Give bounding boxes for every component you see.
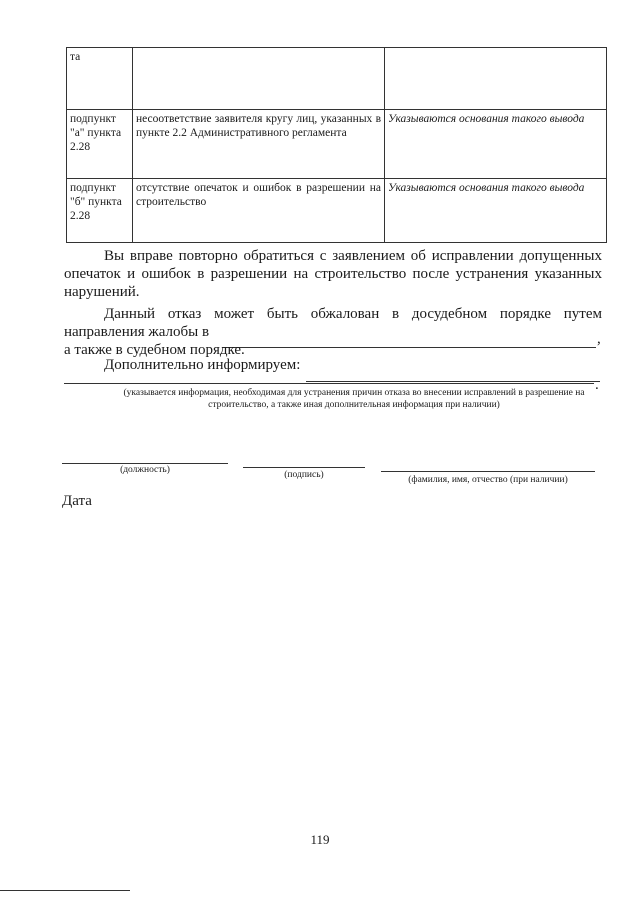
- appeal-comma: ,: [597, 331, 601, 347]
- additional-info-hint: (указывается информация, необходимая для устранения причин отказа во внесении исправлений в разрешение на строительство, а также иная дополнительная информация при наличии): [123, 388, 585, 410]
- footnote-separator: [0, 890, 130, 891]
- position-line: [62, 461, 228, 464]
- explanation-cell: [385, 48, 607, 110]
- signature-line: [243, 465, 365, 468]
- table-row: [67, 179, 607, 243]
- name-line: [381, 469, 595, 472]
- ground-cell: та: [67, 48, 133, 110]
- table-row: [67, 48, 607, 110]
- ground-cell: подпункт "а" пункта 2.28: [67, 110, 133, 179]
- explanation-cell: Указываются основания такого вывода: [385, 179, 607, 243]
- reason-cell: несоответствие заявителя кругу лиц, указанных в пункте 2.2 Административного регламента: [133, 110, 385, 179]
- reason-cell: [133, 48, 385, 110]
- refusal-grounds-table: [66, 47, 607, 243]
- signature-caption: (подпись): [284, 470, 324, 480]
- date-label: Дата: [62, 493, 92, 509]
- court-appeal-text: а также в судебном порядке.: [64, 342, 245, 358]
- table-row: [67, 110, 607, 179]
- explanation-cell: Указываются основания такого вывода: [385, 110, 607, 179]
- additional-info-label: Дополнительно информируем:: [104, 357, 301, 373]
- ground-cell: подпункт "б" пункта 2.28: [67, 179, 133, 243]
- reason-cell: отсутствие опечаток и ошибок в разрешении на строительство: [133, 179, 385, 243]
- repeat-application-paragraph: Вы вправе повторно обратиться с заявлением об исправлении допущенных опечаток и ошибок в разрешении на строительство после устранения указанных нарушений.: [64, 248, 602, 300]
- appeal-paragraph: Данный отказ может быть обжалован в досудебном порядке путем направления жалобы в: [64, 306, 602, 340]
- additional-info-period: .: [595, 377, 599, 393]
- position-caption: (должность): [120, 465, 170, 475]
- additional-info-blank-2: [64, 377, 594, 384]
- name-caption: (фамилия, имя, отчество (при наличии): [408, 475, 568, 485]
- page-number: 119: [310, 832, 330, 847]
